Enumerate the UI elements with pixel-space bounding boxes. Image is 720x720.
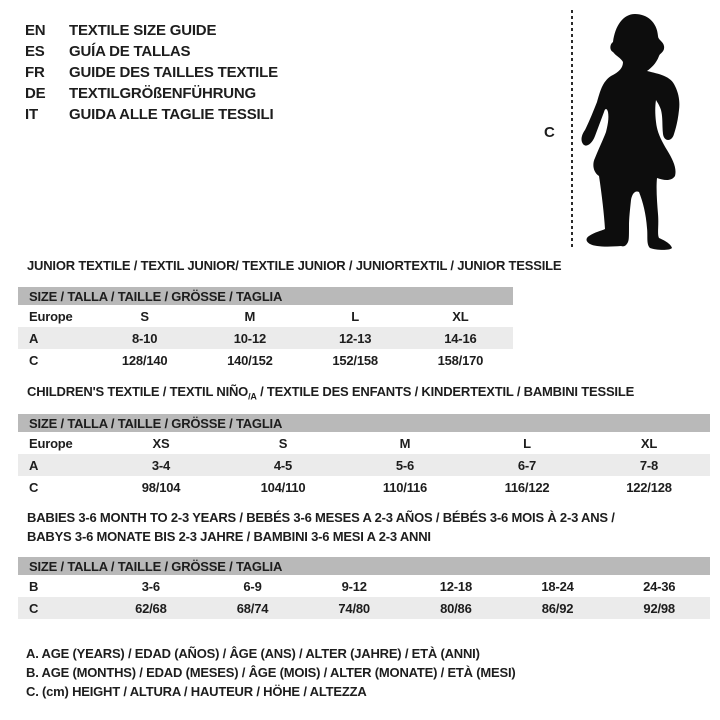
size-cell: S (278, 435, 288, 451)
height-cell: 152/158 (332, 352, 378, 368)
note-age-months: B. AGE (MONTHS) / EDAD (MESES) / ÂGE (MOIS) / ALTER (MONATE) / ETÀ (MESI) (26, 665, 516, 680)
height-measure-dotted-line (571, 10, 573, 250)
age-cell: 6-9 (243, 578, 262, 594)
toddler-silhouette-icon (579, 8, 713, 252)
table-row (18, 432, 710, 454)
language-title-list (25, 20, 278, 125)
row-label: C (29, 352, 39, 368)
table-row (18, 575, 710, 597)
height-cell: 62/68 (135, 600, 167, 616)
table-row (18, 327, 513, 349)
age-cell: 6-7 (517, 457, 537, 473)
junior-section-title: JUNIOR TEXTILE / TEXTIL JUNIOR/ TEXTILE JUNIOR / JUNIORTEXTIL / JUNIOR TESSILE (27, 258, 562, 273)
height-cell: 68/74 (236, 600, 269, 616)
row-label: Europe (29, 308, 73, 324)
age-cell: 4-5 (273, 457, 293, 473)
size-cell: XL (452, 308, 469, 324)
size-cell: L (351, 308, 359, 324)
height-cell: 74/80 (338, 600, 370, 616)
row-label: A (29, 457, 39, 473)
language-code: EN (25, 22, 46, 39)
table-row (18, 597, 710, 619)
size-table-header: SIZE / TALLA / TAILLE / GRÖSSE / TAGLIA (18, 414, 710, 432)
language-title: GUIDE DES TAILLES TEXTILE (69, 64, 278, 81)
language-row-fr (25, 62, 278, 83)
height-measure-label: C (544, 124, 555, 141)
height-cell: 122/128 (626, 479, 672, 495)
size-cell: XS (152, 435, 170, 451)
language-row-es (25, 41, 278, 62)
children-title-post: / TEXTILE DES ENFANTS / KINDERTEXTIL / BAMBINI TESSILE (256, 384, 635, 399)
age-cell: 12-13 (339, 330, 372, 346)
table-row (18, 305, 513, 327)
language-row-en (25, 20, 278, 41)
age-cell: 18-24 (541, 578, 574, 594)
language-code: DE (25, 85, 46, 102)
height-cell: 104/110 (260, 479, 306, 495)
age-cell: 12-18 (439, 578, 472, 594)
height-cell: 80/86 (440, 600, 472, 616)
table-row (18, 476, 710, 498)
babies-section-title-line1: BABIES 3-6 MONTH TO 2-3 YEARS / BEBÉS 3-6 MESES A 2-3 AÑOS / BÉBÉS 3-6 MOIS À 2-3 ANS / (27, 510, 615, 525)
size-cell: S (140, 308, 149, 324)
age-cell: 5-6 (395, 457, 415, 473)
age-cell: 3-6 (141, 578, 160, 594)
babies-section-title-line2: BABYS 3-6 MONATE BIS 2-3 JAHRE / BAMBINI 3-6 MESI A 2-3 ANNI (27, 529, 431, 544)
size-table-header: SIZE / TALLA / TAILLE / GRÖSSE / TAGLIA (18, 557, 710, 575)
language-code: IT (25, 106, 38, 123)
age-cell: 8-10 (132, 330, 158, 346)
junior-size-table (18, 287, 513, 371)
age-cell: 9-12 (341, 578, 367, 594)
row-label: C (29, 600, 39, 616)
note-age-years: A. AGE (YEARS) / EDAD (AÑOS) / ÂGE (ANS) / ALTER (JAHRE) / ETÀ (ANNI) (26, 646, 480, 661)
age-cell: 3-4 (151, 457, 171, 473)
age-cell: 7-8 (639, 457, 659, 473)
language-code: ES (25, 43, 45, 60)
age-cell: 14-16 (444, 330, 477, 346)
height-cell: 140/152 (227, 352, 273, 368)
row-label: A (29, 330, 39, 346)
size-cell: M (399, 435, 411, 451)
language-row-it (25, 104, 278, 125)
measurement-figure (540, 6, 716, 256)
row-label: C (29, 479, 39, 495)
table-row (18, 349, 513, 371)
height-cell: 92/98 (643, 600, 675, 616)
children-size-table (18, 414, 710, 498)
age-cell: 10-12 (233, 330, 266, 346)
height-cell: 128/140 (121, 352, 168, 368)
size-table-header: SIZE / TALLA / TAILLE / GRÖSSE / TAGLIA (18, 287, 513, 305)
height-cell: 116/122 (504, 479, 550, 495)
note-height-cm: C. (cm) HEIGHT / ALTURA / HAUTEUR / HÖHE / ALTEZZA (26, 684, 367, 699)
size-cell: XL (640, 435, 658, 451)
size-cell: L (523, 435, 531, 451)
language-title: TEXTILGRÖßENFÜHRUNG (69, 85, 257, 102)
language-title: GUÍA DE TALLAS (69, 43, 191, 60)
children-title-pre: CHILDREN'S TEXTILE / TEXTIL NIÑO (27, 384, 249, 399)
height-cell: 158/170 (437, 352, 484, 368)
language-title: TEXTILE SIZE GUIDE (69, 22, 217, 39)
table-row (18, 454, 710, 476)
size-cell: M (244, 308, 256, 324)
children-section-title (27, 384, 634, 402)
language-code: FR (25, 64, 45, 81)
row-label: B (29, 578, 39, 594)
language-row-de (25, 83, 278, 104)
legend-notes (26, 644, 516, 701)
height-cell: 86/92 (541, 600, 574, 616)
height-cell: 98/104 (141, 479, 181, 495)
language-title: GUIDA ALLE TAGLIE TESSILI (69, 106, 274, 123)
row-label: Europe (29, 435, 73, 451)
age-cell: 24-36 (643, 578, 676, 594)
babies-size-table (18, 557, 710, 619)
height-cell: 110/116 (382, 479, 428, 495)
children-title-sub: /A (248, 391, 257, 402)
